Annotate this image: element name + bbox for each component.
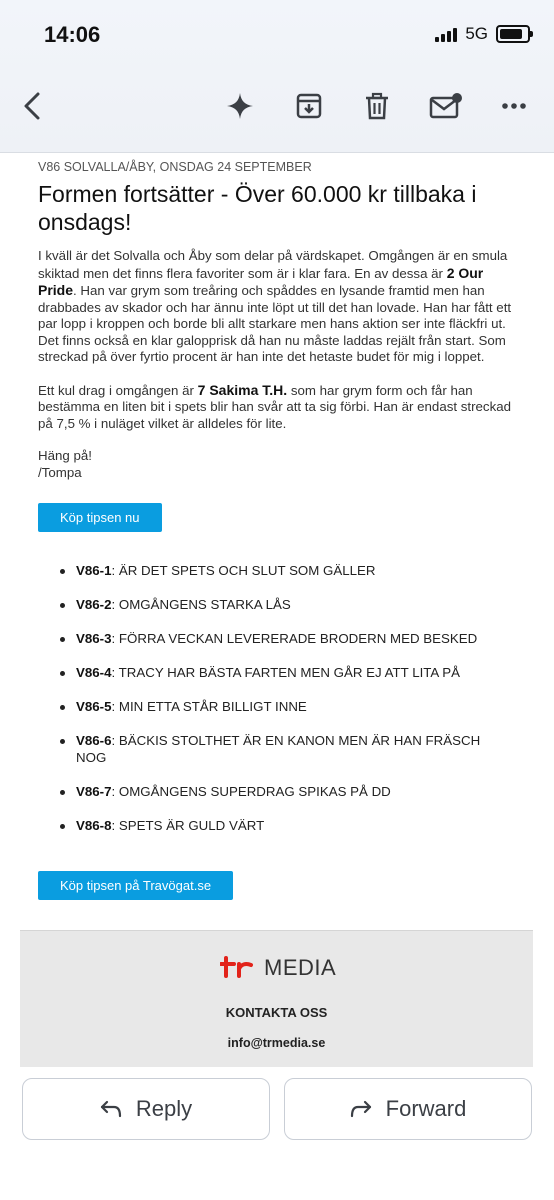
paragraph-2: Ett kul drag i omgången är 7 Sakima T.H. som har grym form och får han bestämma en liten bit i spets blir han svår att ta sig förbi. Han är endast streckad på 7,5 % i nuläget vilket är alldeles för lite.	[38, 381, 512, 431]
forward-button[interactable]	[284, 1078, 532, 1140]
reply-actions	[22, 1078, 532, 1140]
list-item: V86-7: OMGÅNGENS SUPERDRAG SPIKAS PÅ DD	[60, 783, 500, 800]
status-indicators	[435, 24, 530, 44]
email-preheader: V86 SOLVALLA/ÅBY, ONSDAG 24 SEPTEMBER	[38, 160, 312, 174]
logo-text: MEDIA	[264, 955, 337, 980]
reply-button[interactable]	[22, 1078, 270, 1140]
contact-email-link[interactable]: info@trmedia.se	[227, 1036, 326, 1050]
trmedia-logo	[220, 955, 336, 981]
list-item: V86-3: FÖRRA VECKAN LEVERERADE BRODERN MED BESKED	[60, 630, 500, 647]
logo-mark-icon	[220, 956, 258, 980]
horse-highlight: 2 Our Pride	[38, 264, 484, 298]
contact-heading: KONTAKTA OSS	[225, 1005, 328, 1020]
email-body	[38, 160, 518, 532]
more-icon[interactable]	[496, 88, 532, 124]
mark-unread-icon[interactable]	[428, 88, 464, 124]
email-toolbar	[0, 0, 554, 153]
battery-icon	[496, 25, 530, 43]
horse-highlight: 7 Sakima T.H.	[197, 381, 288, 398]
sparkle-icon[interactable]	[222, 88, 258, 124]
archive-icon[interactable]	[291, 88, 327, 124]
email-title: Formen fortsätter - Över 60.000 kr tillbaka i onsdags!	[38, 181, 477, 235]
paragraph-1: I kväll är det Solvalla och Åby som delar på värdskapet. Omgången är en smula skiktad men det finns flera favoriter som är i klar fara. En av dessa är 2 Our Pride. Han var grym som treåring och spåddes en lysande framtid men han drabbades av skador och har ännu inte löpt ut till det han lovade. Han har fått ett par lopp i kroppen och borde bli allt starkare men hans aktion ser inte fläckfri ut. Det finns också en klar galopprisk då han nu måste laddas rejält från start. Som streckad på över fyrtio procent är han inte det hetaste budet för mig i loppet.	[38, 248, 512, 364]
status-time: 14:06	[44, 22, 101, 47]
list-item: V86-4: TRACY HAR BÄSTA FARTEN MEN GÅR EJ ATT LITA PÅ	[60, 664, 500, 681]
email-footer	[20, 930, 533, 1067]
reply-icon	[100, 1100, 122, 1118]
signature: Häng på! /Tompa	[38, 448, 92, 480]
signal-icon	[435, 26, 457, 42]
list-item: V86-6: BÄCKIS STOLTHET ÄR EN KANON MEN ÄR HAN FRÄSCH NOG	[60, 732, 500, 766]
network-label: 5G	[465, 24, 488, 43]
list-item: V86-2: OMGÅNGENS STARKA LÅS	[60, 596, 500, 613]
forward-label: Forward	[385, 1096, 467, 1121]
list-item: V86-1: ÄR DET SPETS OCH SLUT SOM GÄLLER	[60, 562, 500, 579]
list-item: V86-5: MIN ETTA STÅR BILLIGT INNE	[60, 698, 500, 715]
list-item: V86-8: SPETS ÄR GULD VÄRT	[60, 817, 500, 834]
trash-icon[interactable]	[359, 88, 395, 124]
back-icon[interactable]	[14, 88, 50, 124]
buy-tips-travogat-button[interactable]: Köp tipsen på Travögat.se	[38, 871, 233, 900]
forward-icon	[350, 1100, 372, 1118]
race-list	[60, 562, 500, 851]
buy-tips-button[interactable]: Köp tipsen nu	[38, 503, 162, 532]
reply-label: Reply	[135, 1096, 193, 1121]
